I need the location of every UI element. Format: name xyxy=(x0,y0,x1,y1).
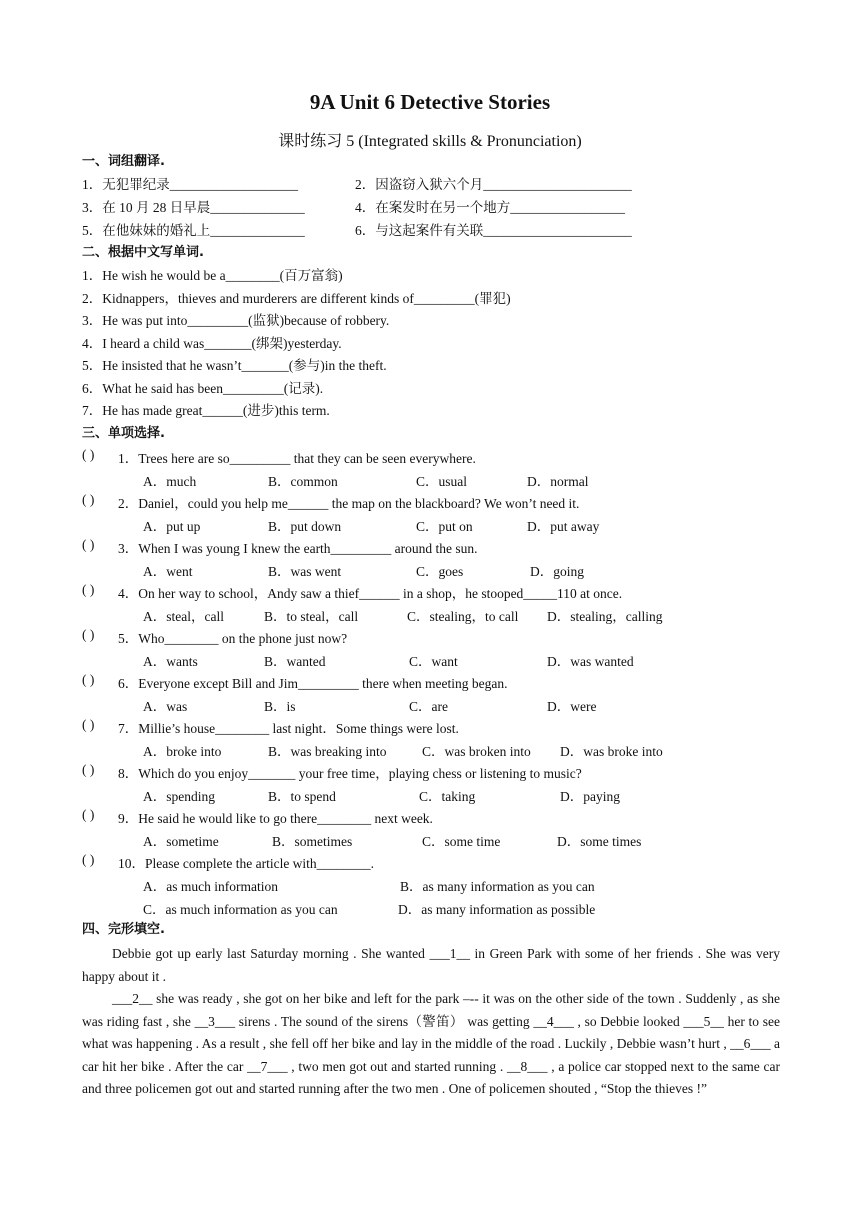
option-a: A．much xyxy=(143,474,197,489)
answer-blank: ( ) xyxy=(82,537,95,552)
option-d: D．was broke into xyxy=(560,744,663,759)
option-a: A．wants xyxy=(143,654,198,669)
option-c: C．are xyxy=(409,699,448,714)
answer-blank: ( ) xyxy=(82,807,95,822)
section2-heading: 二、根据中文写单词. xyxy=(82,245,204,260)
option-d: D．stealing，calling xyxy=(547,609,663,624)
phrase-item: 4．在案发时在另一个地方_________________ xyxy=(355,200,625,215)
option-d: D．as many information as possible xyxy=(398,902,596,917)
option-b: B．was went xyxy=(268,564,342,579)
option-b: B．as many information as you can xyxy=(400,879,595,894)
option-c: C．usual xyxy=(416,474,468,489)
option-b: B．wanted xyxy=(264,654,326,669)
answer-blank: ( ) xyxy=(82,492,95,507)
answer-blank: ( ) xyxy=(82,582,95,597)
option-a: A．put up xyxy=(143,519,201,534)
option-b: B．sometimes xyxy=(272,834,353,849)
option-c: C．as much information as you can xyxy=(143,902,338,917)
word-item: 2．Kidnappers，thieves and murderers are different kinds of_________(罪犯) xyxy=(82,291,511,306)
page-subtitle: 课时练习 5 (Integrated skills & Pronunciation) xyxy=(278,133,582,150)
phrase-item: 5．在他妹妹的婚礼上______________ xyxy=(82,223,305,238)
phrase-item: 6．与这起案件有关联______________________ xyxy=(355,223,632,238)
option-d: D．put away xyxy=(527,519,600,534)
option-b: B．to steal，call xyxy=(264,609,359,624)
option-a: A．was xyxy=(143,699,188,714)
option-c: C．some time xyxy=(422,834,501,849)
option-d: D．paying xyxy=(560,789,620,804)
option-d: D．normal xyxy=(527,474,589,489)
option-d: D．some times xyxy=(557,834,642,849)
answer-blank: ( ) xyxy=(82,852,95,867)
option-a: A．sometime xyxy=(143,834,219,849)
option-c: C．want xyxy=(409,654,458,669)
phrase-item: 1．无犯罪纪录___________________ xyxy=(82,177,298,192)
question-text: 6．Everyone except Bill and Jim_________ there when meeting began. xyxy=(118,676,508,691)
page-title: 9A Unit 6 Detective Stories xyxy=(309,90,551,114)
word-item: 4．I heard a child was_______(绑架)yesterday. xyxy=(82,336,342,351)
answer-blank: ( ) xyxy=(82,672,95,687)
section3-heading: 三、单项选择. xyxy=(82,426,165,441)
option-c: C．put on xyxy=(416,519,473,534)
option-d: D．was wanted xyxy=(547,654,634,669)
word-item: 7．He has made great______(进步)this term. xyxy=(82,403,330,418)
option-c: C．goes xyxy=(416,564,464,579)
question-text: 2．Daniel，could you help me______ the map on the blackboard? We won’t need it. xyxy=(118,496,580,511)
section4-heading: 四、完形填空. xyxy=(82,922,165,937)
option-d: D．going xyxy=(530,564,584,579)
question-text: 7．Millie’s house________ last night．Some things were lost. xyxy=(118,721,459,736)
phrase-item: 2．因盗窃入狱六个月______________________ xyxy=(355,177,632,192)
option-a: A．steal，call xyxy=(143,609,224,624)
question-text: 4．On her way to school，Andy saw a thief______ in a shop，he stooped_____110 at once. xyxy=(118,586,623,601)
option-a: A．as much information xyxy=(143,879,278,894)
question-text: 8．Which do you enjoy_______ your free time，playing chess or listening to music? xyxy=(118,766,582,781)
cloze-paragraph-1: Debbie got up early last Saturday morning . She wanted ___1__ in Green Park with some of her friends . She was very happy about it . xyxy=(82,946,780,984)
option-b: B．to spend xyxy=(268,789,336,804)
answer-blank: ( ) xyxy=(82,627,95,642)
answer-blank: ( ) xyxy=(82,447,95,462)
option-d: D．were xyxy=(547,699,597,714)
option-b: B．is xyxy=(264,699,296,714)
option-a: A．broke into xyxy=(143,744,222,759)
word-item: 6．What he said has been_________(记录). xyxy=(82,381,324,396)
option-a: A．spending xyxy=(143,789,215,804)
word-item: 3．He was put into_________(监狱)because of robbery. xyxy=(82,313,390,328)
phrase-item: 3．在 10 月 28 日早晨______________ xyxy=(82,200,305,215)
cloze-paragraph-2: ___2__ she was ready , she got on her bike and left for the park –-- it was on the other side of the town . Suddenly , as she was riding fast , she __3___ sirens . The sound of the sirens（警笛） was getting __4___ , so Debbie looked ___5__ her to see what was happening . As a result , she fell off her bike and lay in the middle of the road . Luckily , Debbie wasn’t hurt , __6___ a car hit her bike . After the car __7___ , two men got out and started running . __8___ , a police car stopped next to the same car and three policemen got out and started running after the two men . One of policemen shouted , “Stop the thieves !” xyxy=(82,991,780,1097)
answer-blank: ( ) xyxy=(82,762,95,777)
option-b: B．was breaking into xyxy=(268,744,387,759)
question-text: 9．He said he would like to go there________ next week. xyxy=(118,811,433,826)
question-text: 1．Trees here are so_________ that they can be seen everywhere. xyxy=(118,451,476,466)
word-item: 5．He insisted that he wasn’t_______(参与)in the theft. xyxy=(82,358,387,373)
option-c: C．stealing，to call xyxy=(407,609,519,624)
option-c: C．was broken into xyxy=(422,744,531,759)
question-text: 5．Who________ on the phone just now? xyxy=(118,631,348,646)
question-text: 10．Please complete the article with________. xyxy=(118,856,375,871)
option-c: C．taking xyxy=(419,789,476,804)
answer-blank: ( ) xyxy=(82,717,95,732)
section1-heading: 一、词组翻译. xyxy=(82,154,165,169)
word-item: 1．He wish he would be a________(百万富翁) xyxy=(82,268,343,283)
option-a: A．went xyxy=(143,564,193,579)
option-b: B．put down xyxy=(268,519,342,534)
option-b: B．common xyxy=(268,474,338,489)
question-text: 3．When I was young I knew the earth_________ around the sun. xyxy=(118,541,478,556)
